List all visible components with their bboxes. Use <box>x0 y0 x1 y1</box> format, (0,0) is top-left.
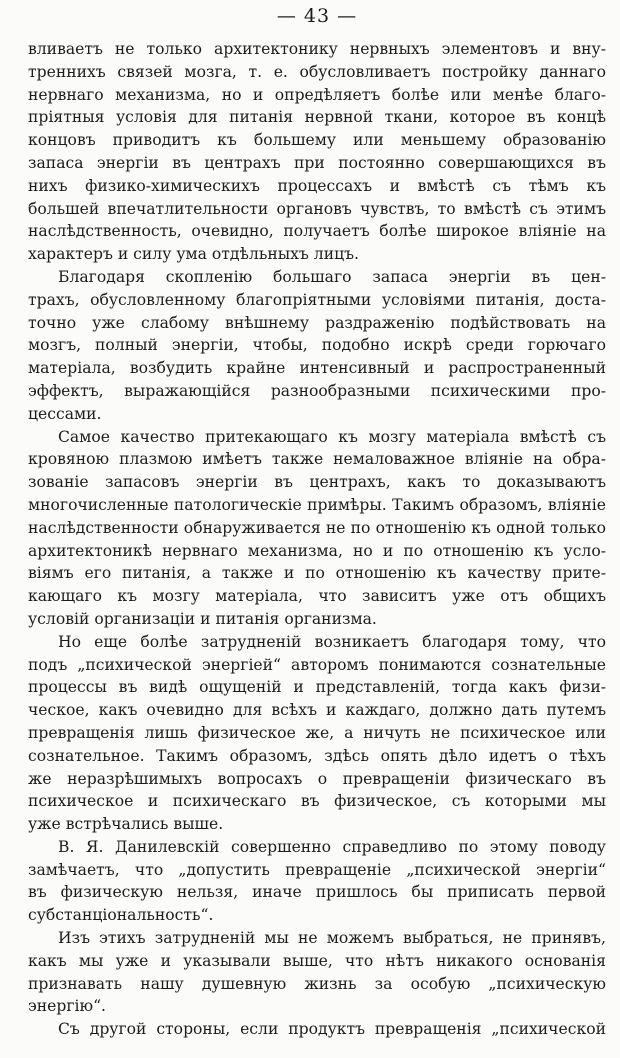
text-line: сознательное. Такимъ образомъ, здѣсь опять дѣло идетъ о тѣхъ <box>28 746 606 765</box>
text-line: энергію“. <box>28 997 106 1016</box>
text-line: концовъ приводитъ къ большему или меньшему образованію <box>28 131 606 150</box>
paragraph <box>28 927 606 1018</box>
paragraph <box>28 631 606 836</box>
text-line: условій организаціи и питанія организма. <box>28 609 377 628</box>
text-line: нихъ физико-химическихъ процессахъ и вмѣстѣ съ тѣмъ къ <box>28 176 606 195</box>
text-line: Благодаря скопленію большаго запаса энергіи въ цен- <box>58 267 606 286</box>
text-line: матеріала, возбудить крайне интенсивный и распространенный <box>28 359 606 378</box>
text-line: В. Я. Данилевскій совершенно справедливо по этому поводу <box>58 837 606 856</box>
text-line: зованіе запасовъ энергіи въ центрахъ, какъ то доказываютъ <box>28 473 606 492</box>
paragraph <box>28 266 606 426</box>
text-line: запаса энергіи въ центрахъ при постоянно совершающихся въ <box>28 153 606 172</box>
text-line: треннихъ связей мозга, т. е. обусловливаетъ постройку даннаго <box>28 62 606 81</box>
text-line: характеръ и силу ума отдѣльныхъ лицъ. <box>28 245 360 264</box>
text-line: подъ „психической энергіей“ авторомъ понимаются сознательные <box>28 655 606 674</box>
text-line: уже встрѣчались выше. <box>28 815 224 834</box>
text-line: вливаетъ не только архитектонику нервныхъ элементовъ и вну- <box>28 40 606 58</box>
text-line: цессами. <box>28 404 102 423</box>
text-line: трахъ, обусловленному благопріятными условіями питанія, доста- <box>28 290 606 309</box>
text-line: субстанціональность“. <box>28 906 214 925</box>
text-line: же неразрѣшимыхъ вопросахъ о превращеніи физическаго въ <box>28 769 606 788</box>
paragraph <box>28 1018 606 1041</box>
text-line: архитектоникѣ нервнаго механизма, но и по отношенію къ усло- <box>28 541 606 560</box>
text-line: мозгъ, полный энергіи, чтобы, подобно искрѣ среди горючаго <box>28 336 606 355</box>
text-line: пріятныя условія для питанія нервной ткани, которое въ концѣ <box>28 108 606 127</box>
body-text <box>28 38 606 1041</box>
text-line: эффектъ, выражающійся разнообразными психическими про- <box>28 381 606 400</box>
text-line: Самое качество притекающаго къ мозгу матеріала вмѣстѣ съ <box>58 427 606 446</box>
text-line: Изъ этихъ затрудненій мы не можемъ выбраться, не принявъ, <box>58 929 606 948</box>
text-line: віямъ его питанія, а также и по отношенію къ качеству прите- <box>28 564 606 583</box>
text-line: точно уже слабому внѣшнему раздраженію подѣйствовать на <box>28 313 606 332</box>
text-line: наслѣдственность, очевидно, получаетъ болѣе широкое вліяніе на <box>28 222 606 241</box>
text-line: въ физическую нельзя, иначе пришлось бы приписать первой <box>28 883 606 902</box>
text-line: большей впечатлительности органовъ чувствъ, то вмѣстѣ съ этимъ <box>28 199 606 218</box>
text-line: нервнаго механизма, но и опредѣляетъ болѣе или менѣе благо- <box>28 85 606 104</box>
text-line: кровяною плазмою имѣетъ также немаловажное вліяніе на обра- <box>28 450 606 469</box>
paragraph <box>28 38 606 266</box>
text-line: превращенія лишь физическое же, а ничуть не психическое или <box>28 723 606 742</box>
text-line: признавать нашу душевную жизнь за особую „психическую <box>28 974 606 993</box>
text-line: процессы въ видѣ ощущеній и представленій, тогда какъ физи- <box>28 678 606 697</box>
text-line: многочисленные патологическіе примѣры. Такимъ образомъ, вліяніе <box>28 495 606 514</box>
paragraph <box>28 426 606 631</box>
text-line: наслѣдственности обнаруживается не по отношенію къ одной только <box>28 518 606 537</box>
text-line: психическое и психическаго въ физическое, съ которыми мы <box>28 792 606 811</box>
page-number: — 43 — <box>276 5 358 27</box>
text-line: замѣчаетъ, что „допустить превращеніе „психической энергіи“ <box>28 860 606 879</box>
text-line: Но еще болѣе затрудненій возникаетъ благодаря тому, что <box>58 632 606 651</box>
text-line: Съ другой стороны, если продуктъ превращенія „психической <box>58 1020 606 1039</box>
paragraph <box>28 836 606 927</box>
text-line: кающаго къ мозгу матеріала, что зависитъ уже отъ общихъ <box>28 587 606 606</box>
text-line: какъ мы уже и указывали выше, что нѣтъ никакого основанія <box>28 951 606 970</box>
text-line: ческое, какъ очевидно для всѣхъ и каждаго, должно дать путемъ <box>28 701 606 720</box>
